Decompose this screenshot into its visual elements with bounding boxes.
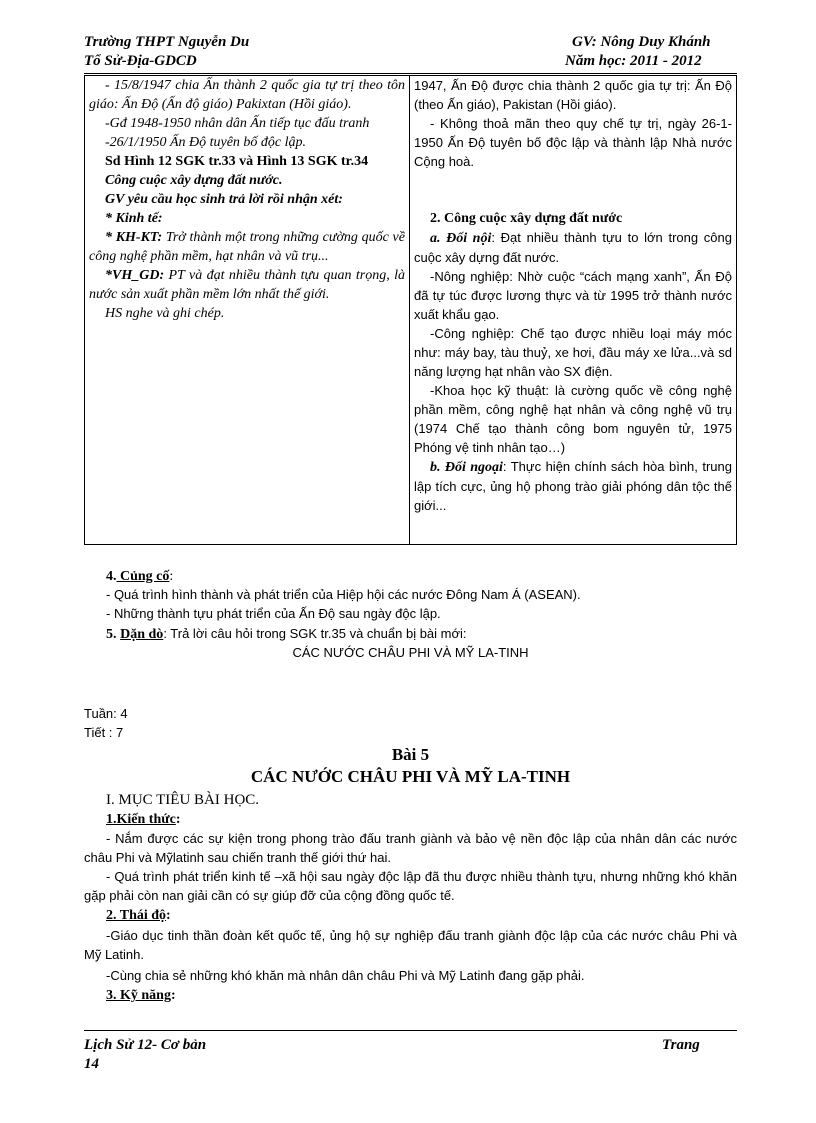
vh-gd-label: *VH_GD:	[105, 268, 165, 283]
content-table	[84, 75, 737, 545]
homework-title: Dặn dò	[120, 627, 164, 642]
right-line	[414, 457, 732, 515]
content-cell	[410, 76, 737, 545]
foreign-text: : Thực hiện chính sách hòa bình, trung lập tích cực, ủng hộ phong trào giải phóng dân tộc thế giới...	[414, 459, 732, 513]
book-title: Lịch Sử 12- Cơ bản	[84, 1037, 207, 1053]
page-number: 14	[84, 1056, 99, 1072]
knowledge-item: - Quá trình phát triển kinh tế –xã hội sau ngày độc lập đã thu được nhiều thành tựu, nhưng những khó khăn gặp phải còn nan giải cần có sự giúp đỡ của cộng đồng quốc tế.	[84, 869, 737, 903]
domestic-label: a. Đối nội	[430, 231, 492, 246]
left-line	[89, 266, 405, 304]
objectives-heading: I. MỤC TIÊU BÀI HỌC.	[106, 792, 260, 808]
right-line: -Nông nghiệp: Nhờ cuộc “cách mạng xanh”, Ấn Độ đã tự túc được lương thực và từ 1995 trở thành nước xuất khẩu gạo.	[414, 269, 732, 322]
foreign-label: b. Đối ngoại	[430, 460, 503, 475]
header-rule	[84, 73, 737, 74]
homework-line	[106, 624, 467, 644]
school-year: Năm học: 2011 - 2012	[565, 53, 702, 69]
domestic-text: : Đạt nhiều thành tựu to lớn trong công cuộc xây dựng đất nước.	[414, 230, 732, 265]
section-heading: 2. Công cuộc xây dựng đất nước	[430, 211, 623, 226]
left-line: -Gđ 1948-1950 nhân dân Ấn tiếp tục đấu tranh	[105, 116, 370, 131]
left-line: - 15/8/1947 chia Ấn thành 2 quốc gia tự trị theo tôn giáo: Ấn Độ (Ấn độ giáo) Pakixtan (Hồi giáo).	[89, 78, 405, 112]
knowledge-item: - Nắm được các sự kiện trong phong trào đấu tranh giành và bảo vệ nền độc lập của nhân dân các nước châu Phi và Mỹlatinh sau chiến tranh thế giới thứ hai.	[84, 831, 737, 865]
consolidate-heading	[106, 566, 173, 586]
knowledge-title: 1.Kiến thức	[106, 812, 176, 827]
teacher-name: GV: Nông Duy Khánh	[572, 34, 711, 50]
left-line: HS nghe và ghi chép.	[105, 306, 225, 321]
consolidate-item: - Những thành tựu phát triển của Ấn Độ sau ngày độc lập.	[106, 606, 441, 621]
knowledge-colon: :	[175, 812, 181, 827]
lesson-number: Bài 5	[391, 745, 430, 764]
homework-text: : Trả lời câu hỏi trong SGK tr.35 và chuẩn bị bài mới:	[163, 626, 467, 641]
consolidate-num: 4.	[106, 569, 117, 584]
attitude-heading	[106, 906, 171, 925]
vh-gd-text: PT và đạt nhiều thành tựu quan trọng, là nước sản xuất phần mềm lớn nhất thế giới.	[89, 268, 405, 302]
kh-kt-label: * KH-KT:	[105, 230, 163, 245]
teacher-activity-cell	[85, 76, 410, 545]
homework-num: 5.	[106, 627, 117, 642]
footer-rule	[84, 1030, 737, 1031]
consolidate-item: - Quá trình hình thành và phát triển của Hiệp hội các nước Đông Nam Á (ASEAN).	[106, 587, 581, 602]
skills-heading	[106, 986, 176, 1005]
right-line: 1947, Ấn Độ được chia thành 2 quốc gia tự trị: Ấn Độ (theo Ấn giáo), Pakistan (Hồi giáo).	[414, 78, 732, 112]
left-line: GV yêu cầu học sinh trả lời rồi nhận xét:	[105, 192, 343, 207]
left-line: Sd Hình 12 SGK tr.33 và Hình 13 SGK tr.34	[105, 154, 369, 169]
knowledge-heading	[106, 810, 181, 829]
page-label: Trang	[662, 1037, 700, 1053]
skills-colon: :	[170, 988, 176, 1003]
consolidate-colon: :	[169, 569, 174, 584]
right-line: - Không thoả mãn theo quy chế tự trị, ngày 26-1-1950 Ấn Độ tuyên bố độc lập và thành lập Nhà nước Cộng hoà.	[414, 116, 732, 169]
kh-kt-text: Trở thành một trong những cường quốc về công nghệ phần mềm, hạt nhân và vũ trụ...	[89, 230, 405, 264]
spacer	[414, 171, 732, 209]
right-line: -Khoa học kỹ thuật: là cường quốc về công nghệ phần mềm, công nghệ hạt nhân và công nghệ vũ trụ (1974 Chế tạo thành công bom nguyên tử, 1975 Phóng vệ tinh nhân tạo…)	[414, 383, 732, 455]
week: Tuần: 4	[84, 706, 128, 721]
right-line: -Công nghiệp: Chế tạo được nhiều loại máy móc như: máy bay, tàu thuỷ, xe hơi, đầu máy xe lửa...và sd năng lượng hạt nhân vào SX điện.	[414, 326, 732, 379]
attitude-title: 2. Thái độ	[106, 908, 167, 923]
consolidate-title: Củng cố	[116, 569, 170, 584]
left-line: Công cuộc xây dựng đất nước.	[105, 173, 283, 188]
left-line: -26/1/1950 Ấn Độ tuyên bố độc lập.	[105, 135, 307, 150]
attitude-item: -Cùng chia sẻ những khó khăn mà nhân dân châu Phi và Mỹ Latinh đang gặp phải.	[106, 968, 585, 983]
attitude-item: -Giáo dục tinh thần đoàn kết quốc tế, ủng hộ sự nghiệp đấu tranh giành độc lập của các nước châu Phi và Mỹ Latinh.	[84, 928, 737, 962]
skills-title: 3. Kỹ năng	[106, 988, 171, 1003]
department: Tổ Sử-Địa-GDCD	[84, 53, 197, 69]
school-name: Trường THPT Nguyễn Du	[84, 34, 250, 50]
left-line	[89, 228, 405, 266]
lesson-title: CÁC NƯỚC CHÂU PHI VÀ MỸ LA-TINH	[250, 767, 571, 786]
right-line	[414, 228, 732, 267]
next-lesson-title: CÁC NƯỚC CHÂU PHI VÀ MỸ LA-TINH	[292, 645, 529, 660]
left-line: * Kinh tế:	[105, 211, 163, 226]
attitude-colon: :	[166, 908, 171, 923]
period: Tiết : 7	[84, 725, 124, 740]
